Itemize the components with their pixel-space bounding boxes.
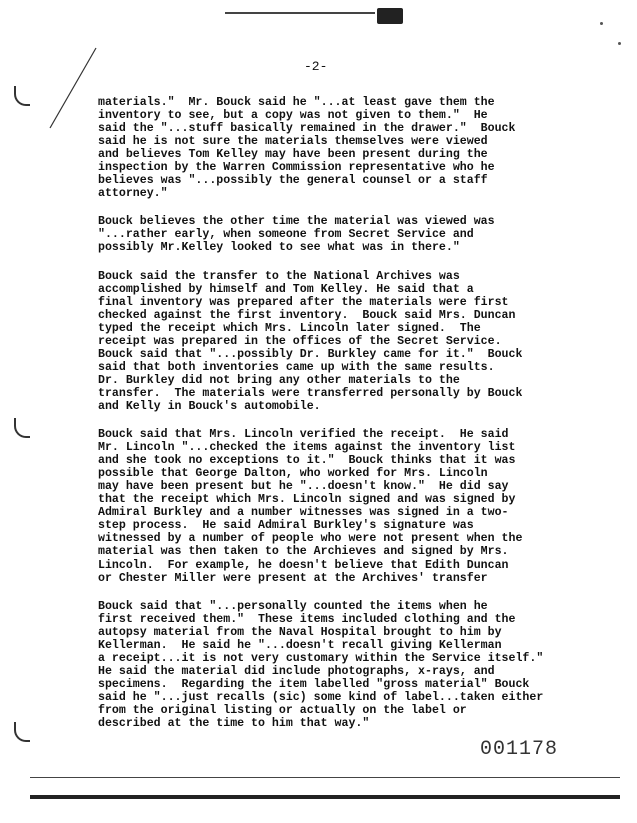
scan-line-bottom-thin (30, 777, 620, 778)
scan-speck (618, 42, 621, 45)
page-number: -2- (304, 59, 328, 74)
paragraph-5: Bouck said that "...personally counted the items when he first received them." These items included clothing and the autopsy material from the Naval Hospital brought to him by Kellerman. He said he "...doesn't recall giving Kellerman a receipt...it is not very customary within the Service itself." He said the material did include photographs, x-rays, and specimens. Regarding the item labelled "gross material" Bouck said he "...just recalls (sic) some kind of label...taken either from the original listing or actually on the label or described at the time to him that way." (98, 599, 544, 731)
paragraph-1: materials." Mr. Bouck said he "...at least gave them the inventory to see, but a copy was not given to them." He said the "...stuff basically remained in the drawer." Bouck said he is not sure the materials themselves were viewed and believes Tom Kelley may have been present during the inspection by the Warren Commission representative who he believes was "...possibly the general counsel or a staff attorney." (98, 96, 516, 201)
memo-body (98, 96, 568, 745)
scan-speck (600, 22, 603, 25)
scan-line-bottom-thick (30, 795, 620, 799)
paragraph-2: Bouck believes the other time the material was viewed was "...rather early, when someone from Secret Service and possibly Mr.Kelley looked to see what was in there." (98, 215, 495, 255)
document-number-stamp: 001178 (480, 738, 559, 761)
paragraph-3: Bouck said the transfer to the National Archives was accomplished by himself and Tom Kelley. He said that a final inventory was prepared after the materials were first checked against the first inventory. Bouck said Mrs. Duncan typed the receipt which Mrs. Lincoln later signed. The receipt was prepared in the offices of the Secret Service. Bouck said that "...possibly Dr. Burkley came for it." Bouck said that both inventories came up with the same results. Dr. Burkley did not bring any other materials to the transfer. The materials were transferred personally by Bouck and Kelly in Bouck's automobile. (98, 269, 523, 413)
paragraph-4: Bouck said that Mrs. Lincoln verified the receipt. He said Mr. Lincoln "...checked the items against the inventory list and she took no exceptions to it." Bouck thinks that it was possible that George Dalton, who worked for Mrs. Lincoln may have been present but he "...doesn't know." He did say that the receipt which Mrs. Lincoln signed and was signed by Admiral Burkley and a number witnesses was signed in a two- step process. He said Admiral Burkley's signature was witnessed by a number of people who were not present when the material was then taken to the Archieves and signed by Mrs. Lincoln. For example, he doesn't believe that Edith Duncan or Chester Miller were present at the Archives' transfer (98, 428, 523, 585)
